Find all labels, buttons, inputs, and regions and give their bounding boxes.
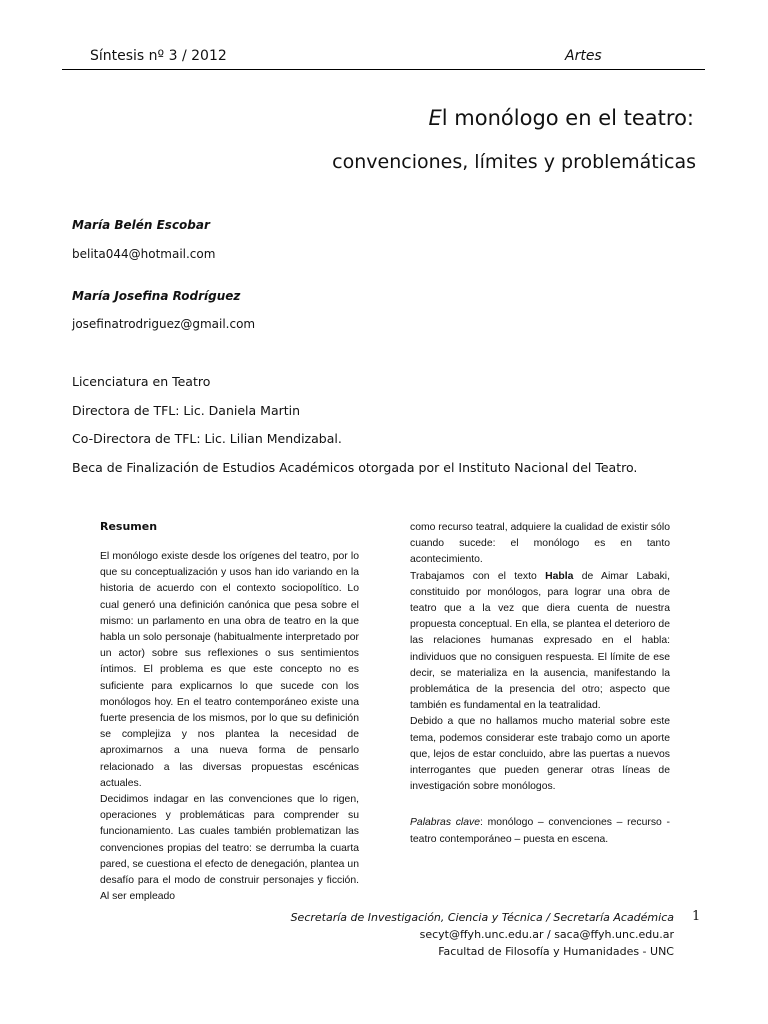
- author-name-2: María Josefina Rodríguez: [72, 289, 241, 303]
- footer-emails: secyt@ffyh.unc.edu.ar / saca@ffyh.unc.edu.ar: [419, 928, 674, 941]
- journal-issue: Síntesis nº 3 / 2012: [90, 48, 227, 64]
- scholarship-line: Beca de Finalización de Estudios Académicos otorgada por el Instituto Nacional del Teatro.: [72, 460, 638, 475]
- page-number: 1: [692, 909, 701, 924]
- footer-secretaria: Secretaría de Investigación, Ciencia y Técnica / Secretaría Académica: [290, 911, 674, 924]
- keywords-label: Palabras clave: [410, 817, 480, 829]
- director-line: Directora de TFL: Lic. Daniela Martin: [72, 403, 301, 418]
- author-name-1: María Belén Escobar: [72, 218, 210, 232]
- article-subtitle: convenciones, límites y problemáticas: [332, 151, 696, 173]
- paragraph-text: de Aimar Labaki, constituido por monólogos, para lograr una obra de teatro que a la vez que diera cuenta de nuestra propuesta conceptual. En ella, se plantea el deterioro de las relaciones humanas expresado en el habla: individuos que no consiguen respuesta. El límite de ese decir, se materializa en la ausencia, manifestando la problemática de la presencia del otro; aspecto que también es fundamental en la teatralidad.: [410, 570, 670, 712]
- title-initial: E: [428, 106, 442, 130]
- abstract-right-column: [410, 520, 670, 848]
- abstract-left-column: [100, 549, 359, 905]
- abstract-paragraph: Decidimos indagar en las convenciones que lo rigen, operaciones y problemáticas para comprender su funcionamiento. Las cuales también problematizan las convenciones propias del teatro: se derrumba la cuarta pared, se cuestiona el efecto de denegación, plantea un desafío para el modo de construir personajes y ficción. Al ser empleado: [100, 794, 359, 903]
- abstract-paragraph: Debido a que no hallamos mucho material sobre este tema, podemos considerar este trabajo como un aporte que, lejos de estar concluido, abre las puertas a nuevos interrogantes que pueden generar otras líneas de investigación sobre monólogos.: [410, 716, 670, 793]
- keywords-list: : monólogo – convenciones – recurso - teatro contemporáneo – puesta en escena.: [410, 817, 670, 845]
- footer-faculty: Facultad de Filosofía y Humanidades - UNC: [438, 945, 674, 958]
- title-rest: l monólogo en el teatro:: [441, 106, 694, 130]
- work-title: Habla: [545, 570, 574, 582]
- paragraph-text: Trabajamos con el texto: [410, 570, 546, 582]
- keywords: [410, 815, 670, 847]
- article-title: [429, 106, 694, 130]
- abstract-paragraph: como recurso teatral, adquiere la cualidad de existir sólo cuando sucede: el monólogo es en tanto acontecimiento.: [410, 522, 670, 566]
- abstract-paragraph: [410, 569, 670, 715]
- codirector-line: Co-Directora de TFL: Lic. Lilian Mendizabal.: [72, 431, 342, 446]
- section-name: Artes: [565, 48, 602, 64]
- degree-line: Licenciatura en Teatro: [72, 374, 211, 389]
- header-rule: [62, 69, 705, 70]
- abstract-heading: Resumen: [100, 520, 158, 533]
- abstract-paragraph: El monólogo existe desde los orígenes del teatro, por lo que su conceptualización y usos han ido variando en la historia de acuerdo con el contexto sociopolítico. Lo cual generó una definición canónica que pesa sobre el mismo: un parlamento en una obra de teatro en la que habla un solo personaje (habitualmente interpretado por un actor) sobre sus reflexiones o sus sentimientos íntimos. El problema es que este concepto no es suficiente para explicarnos lo que sucede con los monólogos hoy. En el teatro contemporáneo existe una fuerte presencia de los mismos, por lo que su definición se complejiza y nos plantea la necesidad de aproximarnos a una nueva forma de pensarlo relacionado a las diversas propuestas escénicas actuales.: [100, 551, 359, 789]
- author-email-2: josefinatrodriguez@gmail.com: [72, 317, 256, 331]
- author-email-1: belita044@hotmail.com: [72, 247, 216, 261]
